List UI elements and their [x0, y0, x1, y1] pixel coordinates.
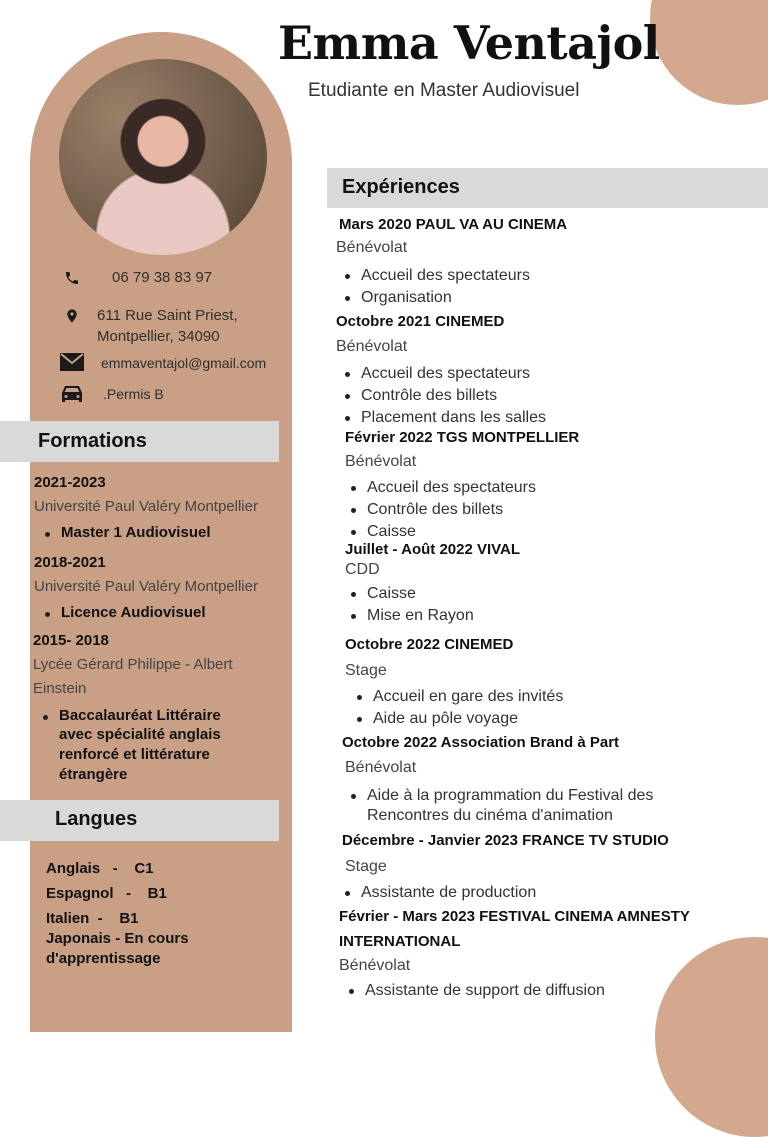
experience-task: Mise en Rayon — [345, 605, 474, 627]
experience-task-list — [345, 785, 653, 807]
experience-task-list — [345, 477, 536, 543]
experience-task: Assistante de production — [339, 882, 536, 904]
email-address: emmaventajol@gmail.com — [101, 355, 267, 371]
formation-degree: Master 1 Audiovisuel — [39, 523, 211, 543]
decorative-circle-bottom — [655, 937, 768, 1137]
formation-years: 2021-2023 — [34, 474, 106, 491]
experience-type: Bénévolat — [345, 759, 417, 776]
experience-task: Organisation — [339, 287, 530, 309]
experience-task: Aide au pôle voyage — [351, 708, 563, 730]
experience-title: Juillet - Août 2022 VIVAL — [345, 541, 521, 558]
phone-number: 06 79 38 83 97 — [112, 269, 213, 286]
experience-title-line-1: Février - Mars 2023 FESTIVAL CINEMA AMNESTY — [339, 908, 690, 925]
decorative-circle-top — [650, 0, 768, 105]
profile-photo — [59, 59, 267, 255]
experience-title-line-2: INTERNATIONAL — [339, 933, 461, 950]
experience-type: Bénévolat — [339, 957, 411, 974]
experience-task: Contrôle des billets — [345, 499, 536, 521]
address-line-1: 611 Rue Saint Priest, — [97, 307, 238, 324]
experience-type: CDD — [345, 561, 380, 578]
experience-task: Contrôle des billets — [339, 385, 546, 407]
language-item: Italien - B1 — [46, 910, 139, 927]
experience-title: Octobre 2021 CINEMED — [336, 313, 505, 330]
driving-license: .Permis B — [103, 386, 164, 402]
experience-task: Accueil en gare des invités — [351, 686, 563, 708]
experience-title: Décembre - Janvier 2023 FRANCE TV STUDIO — [342, 832, 669, 849]
formation-degree-line: avec spécialité anglais — [59, 726, 221, 743]
formation-years: 2018-2021 — [34, 554, 106, 571]
experience-task-list — [339, 882, 536, 904]
formation-school: Université Paul Valéry Montpellier — [34, 578, 258, 595]
langues-header-band — [0, 800, 279, 841]
formation-degree-line: Baccalauréat Littéraire — [37, 706, 221, 726]
formations-title: Formations — [38, 430, 147, 452]
experience-title: Octobre 2022 Association Brand à Part — [342, 734, 620, 751]
formation-school-line-2: Einstein — [33, 680, 87, 697]
candidate-name: Emma Ventajol — [278, 16, 660, 70]
car-icon — [60, 384, 84, 404]
formation-degree-list — [37, 706, 221, 726]
language-item: d'apprentissage — [46, 950, 161, 967]
formation-degree-list — [39, 523, 211, 543]
experience-task: Placement dans les salles — [339, 407, 546, 429]
experience-type: Bénévolat — [345, 453, 417, 470]
experience-type: Bénévolat — [336, 338, 408, 355]
phone-icon — [60, 268, 84, 288]
experience-task-list — [339, 363, 546, 429]
experience-task: Caisse — [345, 521, 536, 543]
formation-school: Université Paul Valéry Montpellier — [34, 498, 258, 515]
formation-degree: Licence Audiovisuel — [39, 603, 206, 623]
formation-years: 2015- 2018 — [33, 632, 109, 649]
formation-degree-line: renforcé et littérature — [59, 746, 210, 763]
experience-task: Caisse — [345, 583, 474, 605]
experience-task: Aide à la programmation du Festival des — [345, 785, 653, 807]
experience-task-list — [343, 980, 605, 1002]
language-item: Espagnol - B1 — [46, 885, 167, 902]
experience-title: Octobre 2022 CINEMED — [345, 636, 514, 653]
formation-degree-line: étrangère — [59, 766, 128, 783]
experience-task-list — [351, 686, 563, 730]
formation-school-line-1: Lycée Gérard Philippe - Albert — [33, 656, 233, 673]
language-item: Japonais - En cours — [46, 930, 189, 947]
experience-type: Stage — [345, 662, 387, 679]
candidate-subtitle: Etudiante en Master Audiovisuel — [308, 80, 580, 101]
location-pin-icon — [60, 306, 84, 326]
experience-task: Assistante de support de diffusion — [343, 980, 605, 1002]
formation-degree-list — [39, 603, 206, 623]
langues-title: Langues — [55, 808, 138, 830]
experience-task-list — [339, 265, 530, 309]
experience-task-continuation: Rencontres du cinéma d'animation — [367, 807, 613, 824]
experiences-title: Expériences — [342, 176, 460, 198]
experience-task: Accueil des spectateurs — [339, 265, 530, 287]
experience-title: Février 2022 TGS MONTPELLIER — [345, 429, 580, 446]
address-line-2: Montpellier, 34090 — [97, 328, 220, 345]
experience-task-list — [345, 583, 474, 627]
language-item: Anglais - C1 — [46, 860, 154, 877]
experience-type: Bénévolat — [336, 239, 408, 256]
email-icon — [60, 352, 84, 372]
experience-task: Accueil des spectateurs — [345, 477, 536, 499]
experience-title: Mars 2020 PAUL VA AU CINEMA — [339, 216, 568, 233]
experience-task: Accueil des spectateurs — [339, 363, 546, 385]
experience-type: Stage — [345, 858, 387, 875]
